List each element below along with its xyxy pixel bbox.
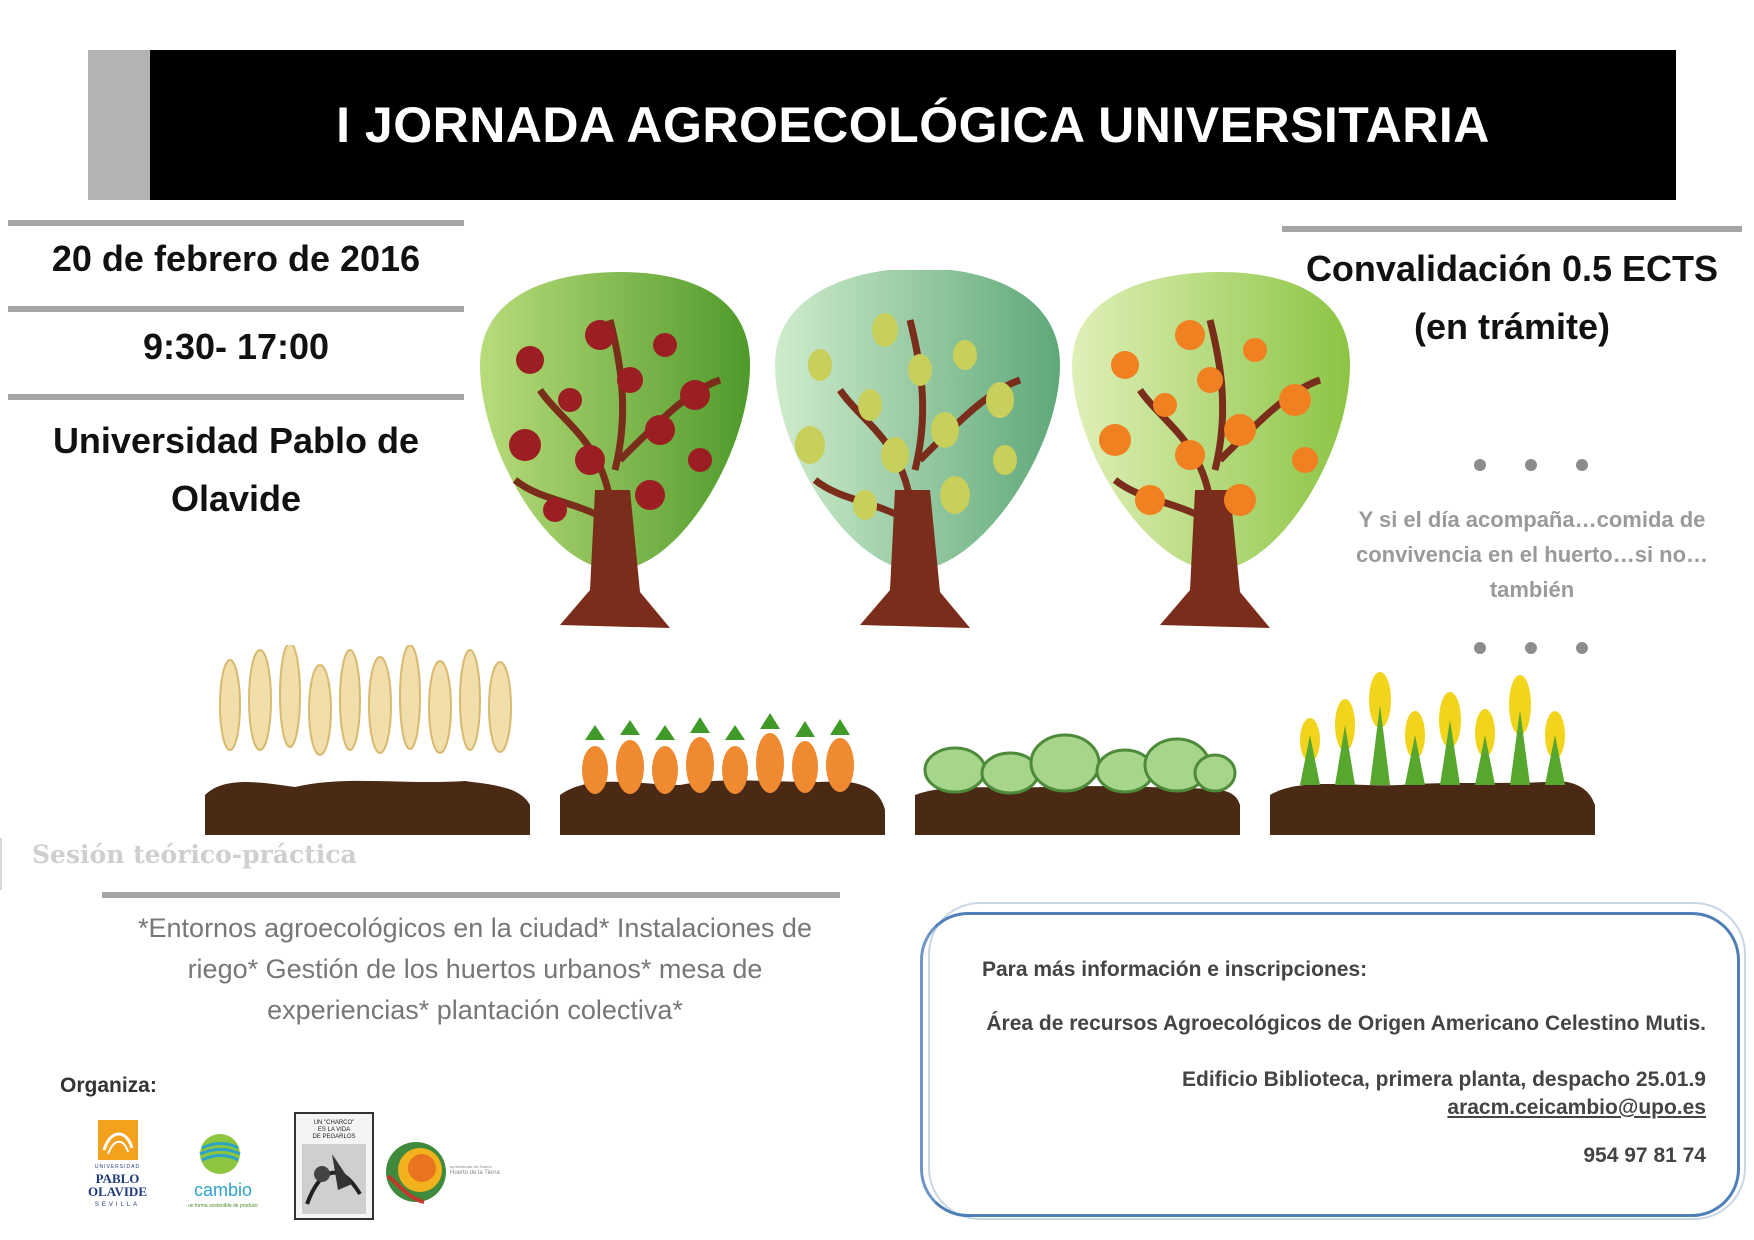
bullet-dot bbox=[1525, 459, 1537, 471]
orange-tree-icon bbox=[1072, 272, 1350, 628]
cambio-logo-name: cambio bbox=[193, 1180, 253, 1200]
huerto-tierra-caption: Huerto de la Tierra bbox=[450, 1170, 500, 1176]
cambio-logo bbox=[178, 1132, 268, 1212]
topics-list: *Entornos agroecológicos en la ciudad* Instalaciones de riego* Gestión de los huertos urbanos* mesa de experiencias* plantación colectiva* bbox=[138, 913, 812, 1025]
lunch-note: Y si el día acompaña…comida de convivencia en el huerto…si no…también bbox=[1355, 507, 1709, 602]
upo-logo-city: SEVILLA bbox=[94, 1202, 141, 1208]
poster-logo bbox=[294, 1112, 374, 1220]
divider bbox=[1282, 226, 1742, 232]
bullet-dot bbox=[1576, 459, 1588, 471]
earth-icon bbox=[384, 1140, 448, 1204]
session-label: Sesión teórico-práctica bbox=[32, 840, 357, 869]
poster-title-line: ES LA VIDA bbox=[317, 1127, 351, 1133]
event-time: 9:30- 17:00 bbox=[142, 326, 330, 367]
upo-logo bbox=[80, 1118, 155, 1213]
contact-heading: Para más información e inscripciones: bbox=[982, 958, 1368, 981]
cambio-logo-icon bbox=[178, 1132, 268, 1180]
page-title: I JORNADA AGROECOLÓGICA UNIVERSITARIA bbox=[336, 97, 1490, 153]
bullet-dot bbox=[1474, 459, 1486, 471]
divider bbox=[102, 892, 840, 898]
upo-name-line: OLAVIDE bbox=[87, 1184, 147, 1199]
contact-area: Área de recursos Agroecológicos de Origen Americano Celestino Mutis. bbox=[986, 1012, 1706, 1035]
pear-tree-icon bbox=[775, 270, 1060, 628]
contact-building: Edificio Biblioteca, primera planta, despacho 25.01.9 bbox=[1181, 1068, 1706, 1091]
title-banner bbox=[150, 50, 1676, 200]
divider bbox=[8, 220, 464, 226]
venue-line: Universidad Pablo de bbox=[52, 420, 420, 461]
cabbage-icon bbox=[915, 735, 1240, 835]
carrot-icon bbox=[560, 713, 885, 835]
event-venue bbox=[8, 412, 464, 528]
event-date: 20 de febrero de 2016 bbox=[51, 238, 421, 279]
huerto-tierra-logo bbox=[384, 1140, 514, 1206]
wheat-icon bbox=[205, 645, 530, 835]
fruit-trees-illustration bbox=[470, 270, 1360, 640]
apple-tree-icon bbox=[480, 272, 750, 628]
contact-email-link[interactable]: aracm.ceicambio@upo.es bbox=[1447, 1096, 1706, 1119]
huerto-tierra-tagline: aprendiendo del Huerto bbox=[450, 1164, 492, 1169]
ects-line: (en trámite) bbox=[1413, 306, 1611, 347]
section-marker bbox=[0, 838, 2, 890]
venue-line: Olavide bbox=[170, 478, 302, 519]
poster-title-line: UN "CHARCO" bbox=[313, 1120, 355, 1126]
upo-name-line: PABLO bbox=[95, 1171, 140, 1186]
ects-line: Convalidación 0.5 ECTS bbox=[1305, 248, 1719, 289]
title-accent-block bbox=[88, 50, 150, 200]
cambio-logo-tagline: un forma sostenible de producir bbox=[187, 1203, 259, 1209]
crops-illustration bbox=[205, 645, 1595, 835]
poster-illustration-icon bbox=[302, 1144, 366, 1214]
poster-title-line: DE PEGARLOS bbox=[312, 1134, 356, 1140]
organizers-label: Organiza: bbox=[60, 1074, 157, 1097]
upo-logo-top: UNIVERSIDAD bbox=[94, 1164, 141, 1170]
contact-phone: 954 97 81 74 bbox=[1583, 1144, 1706, 1167]
divider bbox=[8, 306, 464, 312]
divider bbox=[8, 394, 464, 400]
upo-logo-name bbox=[80, 1172, 155, 1198]
corn-icon bbox=[1270, 672, 1595, 835]
poster-logo-title bbox=[296, 1120, 372, 1141]
